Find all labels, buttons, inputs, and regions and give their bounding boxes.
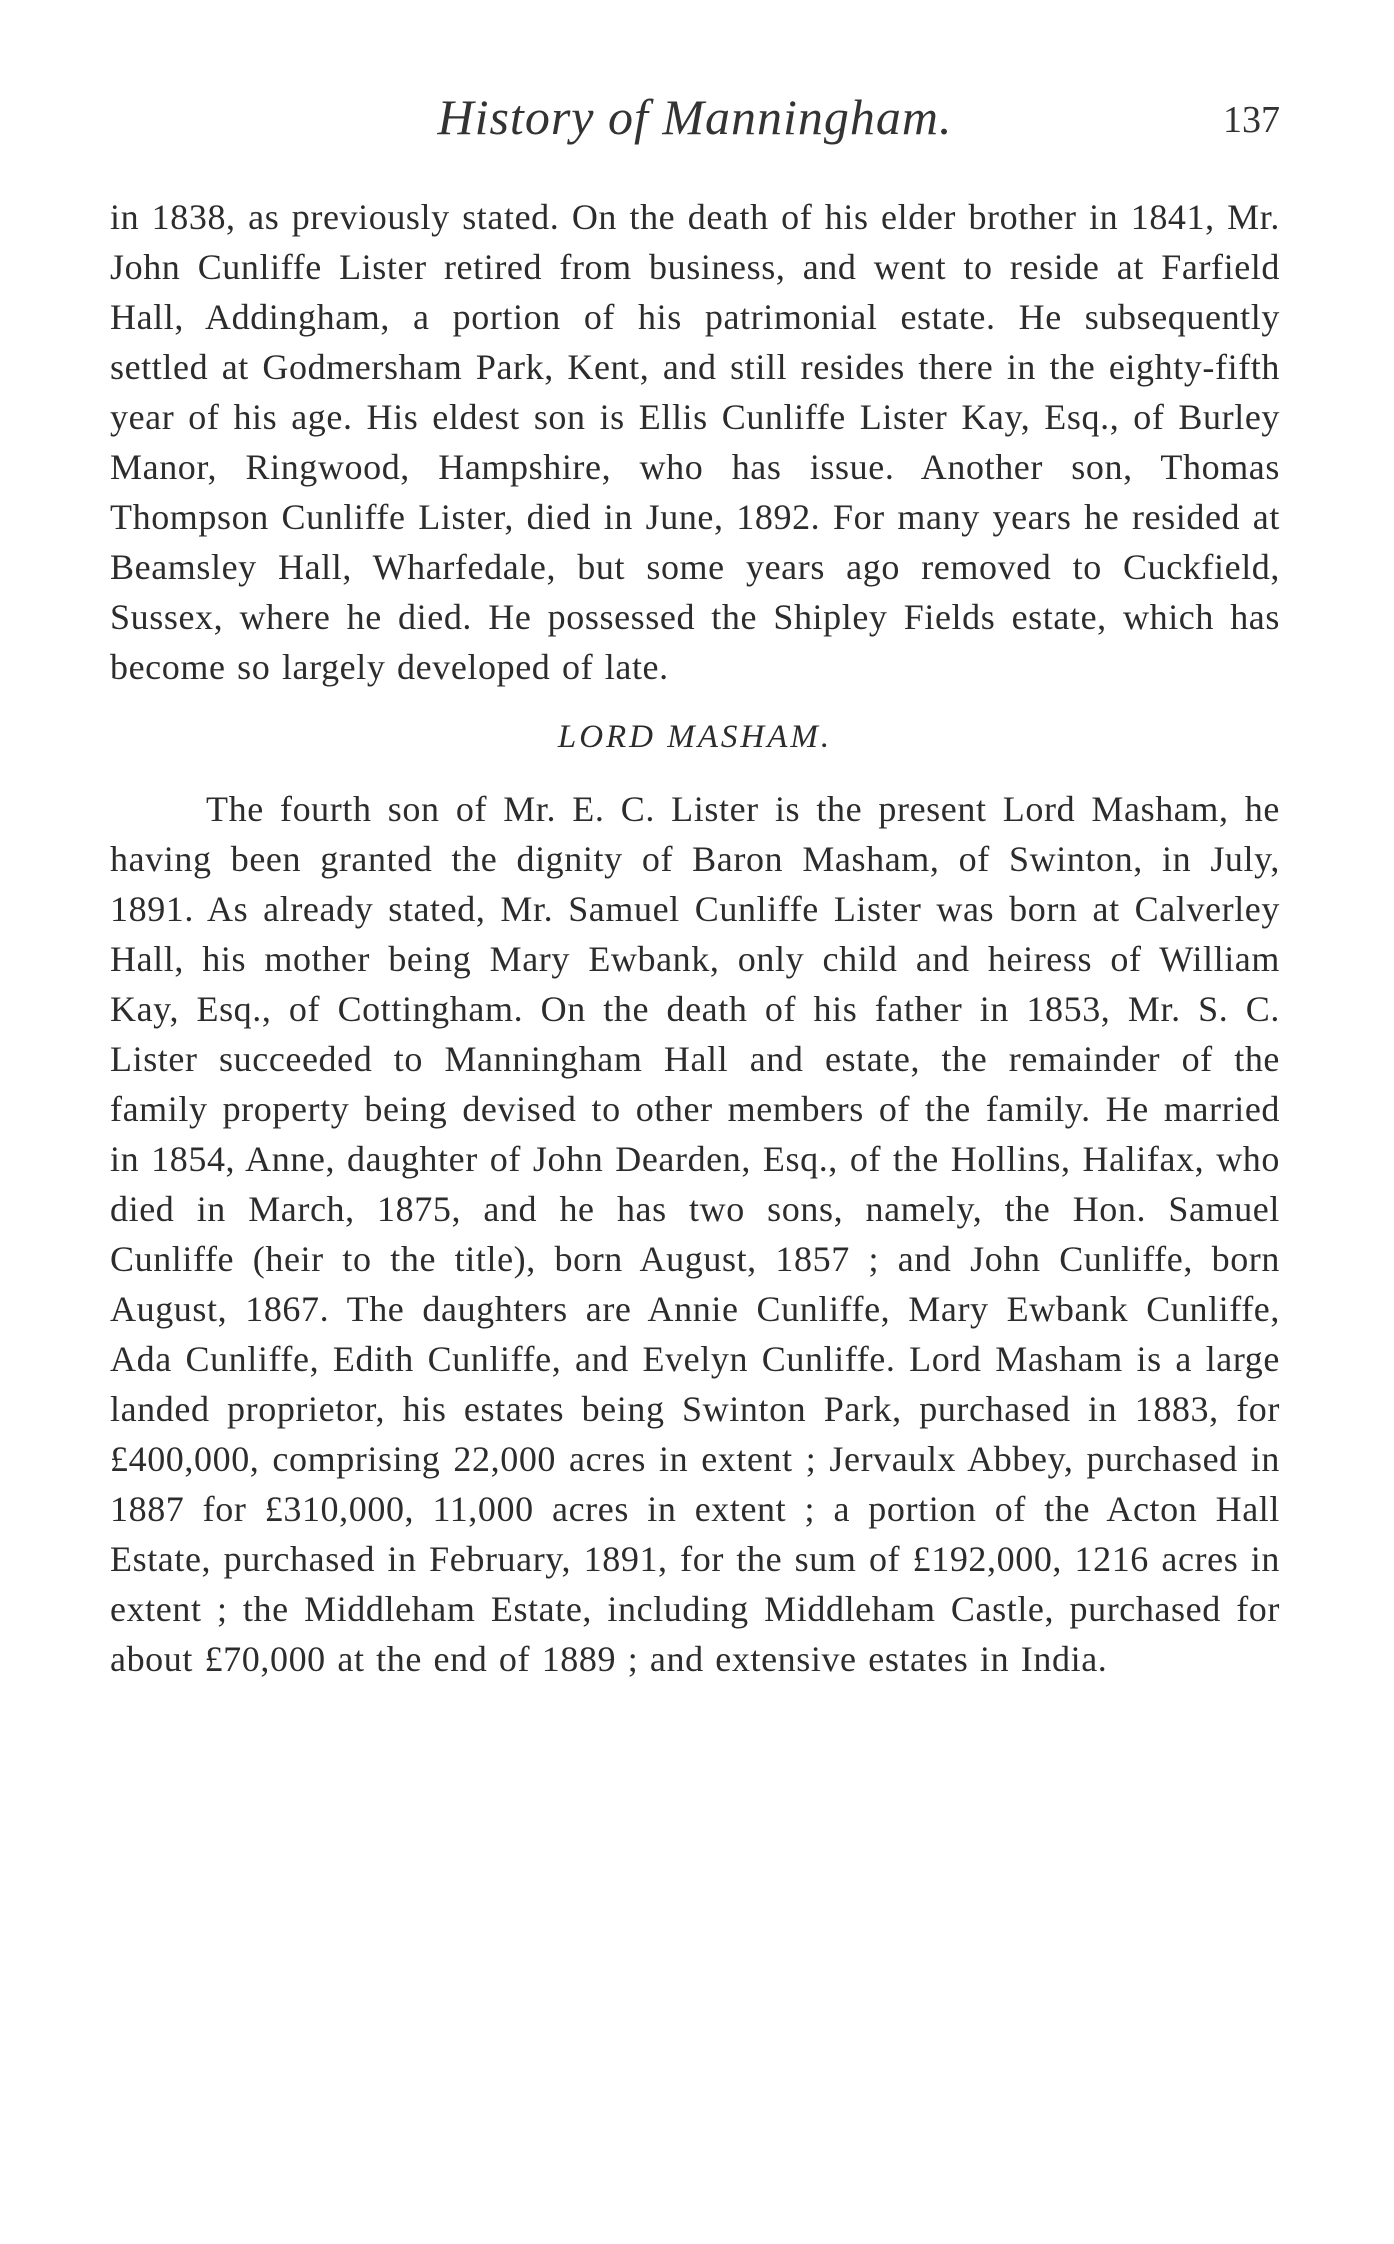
paragraph-continued: in 1838, as previously stated. On the death of his elder brother in 1841, Mr. John Cunliffe Lister retired from business, and went to reside at Farfield Hall, Addingham, a portion of his patrimonial estate. He subsequently settled at Godmersham Park, Kent, and still resides there in the eighty-fifth year of his age. His eldest son is Ellis Cunliffe Lister Kay, Esq., of Burley Manor, Ringwood, Hampshire, who has issue. Another son, Thomas Thompson Cunliffe Lister, died in June, 1892. For many years he resided at Beamsley Hall, Wharfedale, but some years ago removed to Cuckfield, Sussex, where he died. He possessed the Shipley Fields estate, which has become so largely developed of late. [110,197,1280,687]
paragraph-lord-masham: The fourth son of Mr. E. C. Lister is the present Lord Masham, he having been granted the dignity of Baron Masham, of Swinton, in July, 1891. As already stated, Mr. Samuel Cunliffe Lister was born at Calverley Hall, his mother being Mary Ewbank, only child and heiress of William Kay, Esq., of Cottingham. On the death of his father in 1853, Mr. S. C. Lister succeeded to Manningham Hall and estate, the remainder of the family property being devised to other members of the family. He married in 1854, Anne, daughter of John Dearden, Esq., of the Hollins, Halifax, who died in March, 1875, and he has two sons, namely, the Hon. Samuel Cunliffe (heir to the title), born August, 1857 ; and John Cunliffe, born August, 1867. The daughters are Annie Cunliffe, Mary Ewbank Cunliffe, Ada Cunliffe, Edith Cunliffe, and Evelyn Cunliffe. Lord Masham is a large landed proprietor, his estates being Swinton Park, purchased in 1883, for £400,000, comprising 22,000 acres in extent ; Jervaulx Abbey, purchased in 1887 for £310,000, 11,000 acres in extent ; a portion of the Acton Hall Estate, purchased in February, 1891, for the sum of £192,000, 1216 acres in extent ; the Middleham Estate, including Middleham Castle, purchased for about £70,000 at the end of 1889 ; and extensive estates in India. [110,789,1280,1679]
page-number: 137 [1223,99,1280,141]
running-title: History of Manningham. [437,89,953,145]
running-head [110,88,1280,158]
body-text [110,192,1280,1684]
section-heading: LORD MASHAM. [557,719,833,755]
